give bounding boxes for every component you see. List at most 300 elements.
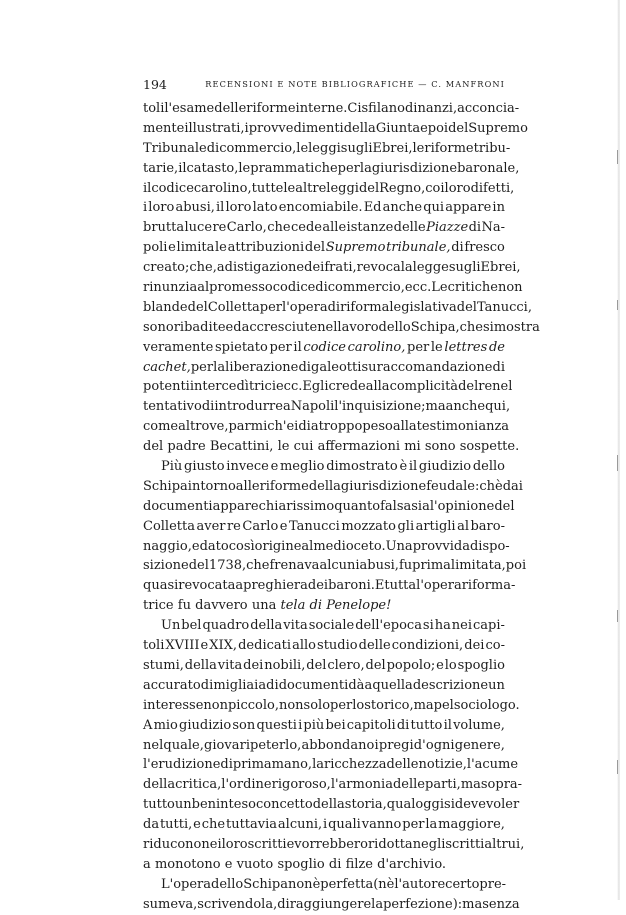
word: attribuzioni xyxy=(227,240,305,256)
word: un xyxy=(174,797,192,813)
word: giova xyxy=(204,737,240,753)
word: pel xyxy=(433,697,454,713)
word: riforme xyxy=(259,478,309,494)
word: l'autore xyxy=(394,876,446,892)
word: quadro xyxy=(202,618,250,634)
word: riforma- xyxy=(461,578,516,594)
word: quella xyxy=(372,677,413,693)
word: di xyxy=(309,598,323,614)
word: alla xyxy=(392,419,417,435)
word: di xyxy=(468,220,482,236)
text-line xyxy=(143,736,505,756)
word: non xyxy=(287,876,313,892)
word: L'opera xyxy=(161,876,212,892)
word: notizie, xyxy=(418,757,467,773)
word: loro xyxy=(225,200,252,216)
text-line xyxy=(143,437,520,457)
word: medio xyxy=(313,538,354,554)
word: bei xyxy=(325,717,346,733)
word: meglio xyxy=(279,459,325,475)
word: poi xyxy=(505,558,527,574)
word: mano, xyxy=(271,757,313,773)
word: codice xyxy=(303,339,346,355)
word: un xyxy=(488,677,505,693)
word: peso xyxy=(362,419,393,435)
word: brutta xyxy=(143,220,185,236)
word: il xyxy=(293,339,302,355)
text-line xyxy=(143,517,505,537)
word: Ebrei, xyxy=(480,260,521,276)
word: potenti xyxy=(143,379,190,395)
word: di xyxy=(206,140,220,156)
word: prima xyxy=(232,757,272,773)
word: monotono xyxy=(154,856,221,872)
body-text xyxy=(143,99,540,915)
word: su xyxy=(361,359,377,375)
word: ripeterlo, xyxy=(239,737,302,753)
word: condizioni, xyxy=(391,638,464,654)
word: del xyxy=(365,657,386,673)
word: e xyxy=(168,240,176,256)
word: gli xyxy=(397,518,415,534)
word: le xyxy=(430,339,443,355)
word: sfilano xyxy=(361,101,405,116)
word: l'opinione xyxy=(429,498,495,514)
word: Schipa, xyxy=(410,319,460,335)
word: Ebrei, xyxy=(372,140,413,156)
text-line xyxy=(143,238,505,258)
word: poli xyxy=(143,240,168,256)
word: invece xyxy=(226,459,269,475)
word: vorrebbero xyxy=(294,836,368,852)
word: sociologo. xyxy=(453,697,520,713)
word: e xyxy=(286,836,295,852)
word: baronale, xyxy=(457,160,520,176)
word: l'opera xyxy=(282,299,328,315)
word: spietato xyxy=(214,339,268,355)
word: riforma xyxy=(340,299,390,315)
text-line xyxy=(143,696,520,716)
word: Ci xyxy=(347,101,362,116)
edge-mark xyxy=(617,455,618,471)
word: liberazione xyxy=(225,359,299,375)
word: per xyxy=(330,697,353,713)
word: della xyxy=(184,657,217,673)
word: così xyxy=(228,538,255,554)
word: mi xyxy=(404,439,421,455)
word: per xyxy=(259,299,283,315)
word: frenava xyxy=(269,558,320,574)
word: ma xyxy=(462,896,483,912)
word: che xyxy=(267,220,291,236)
word: anche xyxy=(445,399,486,415)
word: codice xyxy=(151,180,194,196)
text-line xyxy=(143,537,510,557)
text-line xyxy=(143,716,505,736)
word: loro xyxy=(444,180,471,196)
word: pre- xyxy=(479,876,507,892)
word: veramente xyxy=(143,339,214,355)
word: della xyxy=(312,797,345,813)
word: studio xyxy=(317,638,358,654)
word: clero, xyxy=(327,657,365,673)
word: XIX, xyxy=(209,638,238,654)
word: ch'ei xyxy=(267,419,299,435)
word: Egli xyxy=(302,379,329,395)
word: Giunta xyxy=(375,120,421,136)
word: re xyxy=(226,518,241,534)
word: Una xyxy=(385,538,413,554)
word: dispo- xyxy=(469,538,510,554)
word: la xyxy=(425,817,438,833)
word: Schipa xyxy=(243,876,288,892)
word: dimostrato xyxy=(326,459,398,475)
edge-mark xyxy=(617,760,618,774)
word: per xyxy=(190,359,214,375)
word: Na- xyxy=(481,220,505,236)
text-line xyxy=(143,417,510,437)
word: encomiabile. xyxy=(278,200,363,216)
word: migliaia xyxy=(213,677,267,693)
word: sugli xyxy=(448,260,481,276)
word: legge xyxy=(412,260,449,276)
word: di xyxy=(277,896,290,912)
word: e xyxy=(436,657,444,673)
text-line xyxy=(143,318,540,338)
word: abusi, xyxy=(175,200,215,216)
word: tela xyxy=(280,598,306,614)
word: storia, xyxy=(344,797,387,813)
word: tarie, xyxy=(143,160,179,176)
word: ridotta xyxy=(367,836,413,852)
word: quasi xyxy=(143,578,179,594)
word: deve xyxy=(454,797,486,813)
word: ribadite xyxy=(173,319,226,335)
word: di xyxy=(201,399,215,415)
word: blande xyxy=(143,299,188,315)
word: l'acume xyxy=(466,757,519,773)
word: di xyxy=(327,299,341,315)
word: scritti xyxy=(247,836,287,852)
word: i xyxy=(244,120,249,136)
word: nei xyxy=(451,618,473,634)
word: l'ordine xyxy=(221,777,272,793)
text-line xyxy=(143,556,527,576)
word: sizione xyxy=(143,558,189,574)
word: Le xyxy=(431,280,448,296)
word: davvero xyxy=(195,598,248,614)
word: è xyxy=(312,876,321,892)
word: Piazze xyxy=(426,220,469,236)
word: parti, xyxy=(425,777,461,793)
word: appare xyxy=(212,498,259,514)
word: testimonianza xyxy=(416,419,510,435)
word: provvida xyxy=(412,538,470,554)
word: creato; xyxy=(143,260,190,276)
word: i xyxy=(298,717,303,733)
word: l'erudizione xyxy=(143,757,221,773)
word: Colletta xyxy=(207,299,260,315)
word: la xyxy=(400,260,413,276)
word: a xyxy=(282,399,291,415)
word: de xyxy=(488,339,505,355)
word: rigoroso, xyxy=(271,777,331,793)
word: nei xyxy=(201,836,222,852)
word: altrove, xyxy=(178,419,229,435)
word: più xyxy=(303,717,325,733)
word: re xyxy=(212,220,227,236)
word: filze xyxy=(345,856,373,872)
word: Tribunale xyxy=(143,140,207,156)
text-line xyxy=(143,875,505,895)
word: alcuni, xyxy=(277,817,323,833)
text-line xyxy=(143,278,523,298)
text-line xyxy=(143,477,523,497)
running-header xyxy=(143,78,505,94)
word: del xyxy=(143,439,164,455)
word: inteso xyxy=(216,797,256,813)
word: lettres xyxy=(444,339,488,355)
edge-mark xyxy=(617,300,618,310)
word: e xyxy=(200,638,209,654)
word: ecc. xyxy=(275,379,303,395)
word: descrizione xyxy=(412,677,489,693)
text-line xyxy=(143,298,532,318)
word: commercio, xyxy=(327,280,405,296)
word: Penelope! xyxy=(326,598,392,614)
word: al xyxy=(197,280,210,296)
word: qui, xyxy=(485,399,511,415)
word: giudizio xyxy=(179,717,232,733)
word: luce xyxy=(184,220,213,236)
word: tutte xyxy=(251,180,284,196)
word: voler xyxy=(485,797,520,813)
word: e xyxy=(420,120,428,136)
word: della xyxy=(308,478,341,494)
word: oggi xyxy=(415,797,445,813)
word: di xyxy=(451,240,464,256)
text-line xyxy=(143,636,505,656)
word: abusi, xyxy=(359,558,399,574)
word: del xyxy=(458,379,479,395)
word: capi- xyxy=(472,618,505,634)
word: dell'epoca xyxy=(355,618,422,634)
word: a xyxy=(143,856,151,872)
word: trice xyxy=(143,598,174,614)
word: quali xyxy=(328,817,361,833)
word: riforme xyxy=(246,101,296,116)
word: re xyxy=(478,379,493,395)
word: da xyxy=(143,817,160,833)
word: ecc. xyxy=(404,280,432,296)
word: la xyxy=(371,896,384,912)
word: giudizio xyxy=(418,459,472,475)
word: e xyxy=(224,856,233,872)
text-line xyxy=(143,596,505,616)
word: E xyxy=(374,578,385,594)
word: commercio, xyxy=(219,140,297,156)
word: carolino, xyxy=(193,180,252,196)
edge-mark xyxy=(617,150,618,164)
text-line xyxy=(143,895,520,915)
page-number: 194 xyxy=(143,77,167,92)
word: concetto xyxy=(255,797,313,813)
text-line xyxy=(143,218,505,238)
word: fresco xyxy=(464,240,505,256)
word: quanto xyxy=(334,498,381,514)
word: toli xyxy=(143,101,165,116)
word: ed xyxy=(225,319,242,335)
word: Carlo xyxy=(242,518,279,534)
word: vuoto xyxy=(236,856,274,872)
word: son xyxy=(232,717,256,733)
word: del xyxy=(304,240,326,256)
word: i xyxy=(143,200,148,216)
word: sospette. xyxy=(459,439,520,455)
word: Più xyxy=(161,459,183,475)
word: l'opera xyxy=(416,578,462,594)
word: si xyxy=(444,797,455,813)
word: alla xyxy=(365,379,390,395)
word: delle xyxy=(214,101,247,116)
word: poi xyxy=(427,120,449,136)
word: ma xyxy=(425,399,446,415)
word: del xyxy=(456,299,477,315)
word: falsa xyxy=(380,498,412,514)
word: anche xyxy=(382,200,423,216)
word: lo xyxy=(352,697,365,713)
word: interesse xyxy=(143,697,204,713)
word: il xyxy=(143,180,152,196)
word: delle xyxy=(392,777,425,793)
word: dedicati xyxy=(238,638,292,654)
word: capitoli xyxy=(346,717,396,733)
word: si xyxy=(483,319,494,335)
word: illustrati, xyxy=(184,120,245,136)
word: perfezione): xyxy=(383,896,463,912)
word: non xyxy=(497,280,523,296)
word: la xyxy=(359,160,372,176)
word: prima xyxy=(412,558,451,574)
word: ogni xyxy=(425,737,455,753)
word: ad xyxy=(216,260,233,276)
word: bel xyxy=(181,618,202,634)
word: cachet, xyxy=(143,359,191,375)
word: codice xyxy=(272,280,316,296)
word: tutto xyxy=(143,797,175,813)
word: Supremo xyxy=(468,120,528,136)
word: qual xyxy=(386,797,416,813)
word: di xyxy=(298,359,311,375)
word: dei xyxy=(307,578,329,594)
text-line xyxy=(143,139,511,159)
word: tribunale, xyxy=(386,240,451,256)
word: ha xyxy=(434,618,451,634)
word: toli xyxy=(143,638,165,654)
word: il xyxy=(443,717,452,733)
word: leggi xyxy=(326,180,359,196)
word: la xyxy=(312,757,324,773)
word: nel xyxy=(143,737,164,753)
word: del xyxy=(306,657,327,673)
word: dei xyxy=(243,657,264,673)
word: di xyxy=(492,359,505,375)
text-line xyxy=(143,616,505,636)
text-line xyxy=(143,179,515,199)
word: feudale: xyxy=(426,478,480,494)
word: alle xyxy=(322,220,347,236)
word: dato xyxy=(199,538,229,554)
word: del xyxy=(187,299,208,315)
word: troppo xyxy=(318,419,363,435)
word: di xyxy=(328,856,342,872)
word: che, xyxy=(189,260,217,276)
word: dei xyxy=(464,638,485,654)
word: certo xyxy=(445,876,480,892)
word: preghiera xyxy=(243,578,308,594)
text-line xyxy=(143,576,516,596)
word: tuttavia xyxy=(225,817,278,833)
word: naggio, xyxy=(143,538,192,554)
word: giusto xyxy=(184,459,225,475)
word: tribu- xyxy=(473,140,511,156)
word: accurato xyxy=(143,677,201,693)
word: aver xyxy=(196,518,226,534)
word: questi xyxy=(256,717,297,733)
word: ben xyxy=(191,797,217,813)
word: loro xyxy=(148,200,175,216)
word: l'armonia xyxy=(330,777,393,793)
word: del xyxy=(448,120,469,136)
word: del xyxy=(358,180,380,196)
word: revoca xyxy=(356,260,401,276)
word: limitata, xyxy=(450,558,506,574)
word: prammatiche xyxy=(250,160,338,176)
word: in xyxy=(492,200,505,216)
word: limita xyxy=(176,240,215,256)
edge-mark xyxy=(617,610,618,622)
word: mio xyxy=(153,717,178,733)
word: vanno xyxy=(361,817,402,833)
word: tutti, xyxy=(159,817,193,833)
word: l'esame xyxy=(164,101,215,116)
word: galeotti xyxy=(311,359,362,375)
word: delle xyxy=(393,220,426,236)
word: al xyxy=(301,538,314,554)
word: i xyxy=(323,817,328,833)
word: della xyxy=(143,777,176,793)
word: altrui, xyxy=(484,836,525,852)
word: dello xyxy=(472,459,505,475)
word: raccomandazione xyxy=(376,359,493,375)
word: è xyxy=(399,459,408,475)
word: piccolo, xyxy=(227,697,279,713)
word: della xyxy=(250,618,283,634)
word: storico, xyxy=(364,697,414,713)
word: vita xyxy=(283,618,308,634)
word: genere, xyxy=(454,737,505,753)
word: a xyxy=(235,578,244,594)
word: a xyxy=(364,677,373,693)
word: critiche xyxy=(447,280,498,296)
word: introdurre xyxy=(214,399,283,415)
word: le xyxy=(215,240,227,256)
word: stumi, xyxy=(143,657,184,673)
word: della xyxy=(343,120,376,136)
word: scritti xyxy=(445,836,485,852)
word: lato xyxy=(252,200,278,216)
word: spoglio xyxy=(457,657,505,673)
